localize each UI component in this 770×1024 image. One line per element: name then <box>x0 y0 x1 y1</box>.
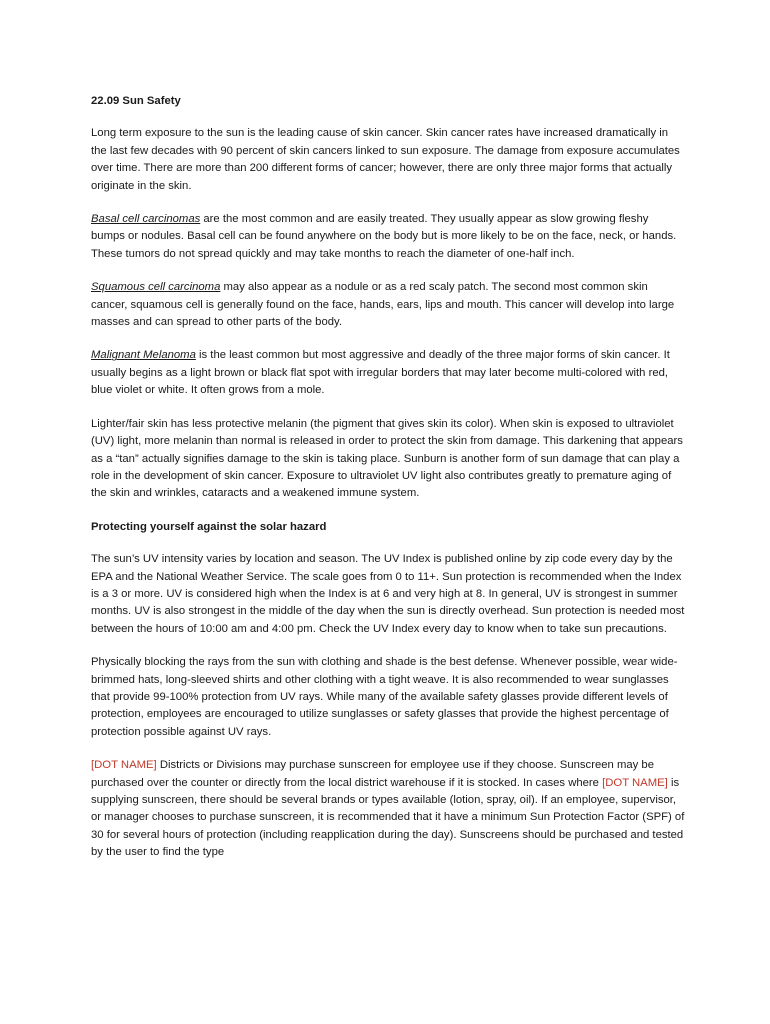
document-page <box>91 93 685 878</box>
sunscreen-text-1: Districts or Divisions may purchase sunscreen for employee use if they choose. Sunscreen may be purchased over the counter or directly from the local district warehouse if it is stocked. In cases where <box>91 759 654 789</box>
sunscreen-text-2: is supplying sunscreen, there should be several brands or types available (lotion, spray, oil). If an employee, supervisor, or manager chooses to purchase sunscreen, it is recommended that it have a minimum Sun Protection Factor (SPF) of 30 for several hours of protection (including reapplication during the day). Sunscreens should be purchased and tested by the user to find the type <box>91 776 685 859</box>
melanoma-term: Malignant Melanoma <box>91 349 196 362</box>
squamous-text: may also appear as a nodule or as a red scaly patch. The second most common skin cancer, squamous cell is generally found on the face, hands, ears, lips and mouth. This cancer will develop into large masses and can spread to other parts of the body. <box>91 281 675 329</box>
clothing-paragraph: Physically blocking the rays from the sun with clothing and shade is the best defense. Whenever possible, wear wide-brimmed hats, long-sleeved shirts and other clothing with a tight weave. It is also recommended to wear sunglasses that provide 99-100% protection from UV rays. While many of the available safety glasses provide different levels of protection, employees are encouraged to utilize sunglasses or safety glasses that provide the highest percentage of protection possible against UV rays. <box>91 656 678 738</box>
sunscreen-paragraph <box>91 757 685 861</box>
intro-paragraph: Long term exposure to the sun is the leading cause of skin cancer. Skin cancer rates have increased dramatically in the last few decades with 90 percent of skin cancers linked to sun exposure. The damage from exposure accumulates over time. There are more than 200 different forms of cancer; however, there are only three major forms that actually originate in the skin. <box>91 127 680 192</box>
dot-name-placeholder: [DOT NAME] <box>91 759 157 772</box>
section-title: 22.09 Sun Safety <box>91 95 181 107</box>
melanoma-paragraph <box>91 347 685 399</box>
squamous-paragraph <box>91 279 685 331</box>
squamous-term: Squamous cell carcinoma <box>91 281 221 294</box>
melanoma-text: is the least common but most aggressive and deadly of the three major forms of skin cancer. It usually begins as a light brown or black flat spot with irregular borders that may later become multi-colored with red, blue violet or white. It often grows from a mole. <box>91 349 670 397</box>
dot-name-placeholder: [DOT NAME] <box>602 776 668 789</box>
basal-term: Basal cell carcinomas <box>91 213 201 226</box>
basal-text: are the most common and are easily treated. They usually appear as slow growing fleshy bumps or nodules. Basal cell can be found anywhere on the body but is more likely to be on the face, neck, or hands. These tumors do not spread quickly and may take months to reach the diameter of one-half inch. <box>91 213 677 260</box>
protection-subheading: Protecting yourself against the solar hazard <box>91 520 327 533</box>
uv-index-paragraph: The sun’s UV intensity varies by location and season. The UV Index is published online by zip code every day by the EPA and the National Weather Service. The scale goes from 0 to 11+. Sun protection is recommended when the Index is a 3 or more. UV is considered high when the Index is at 6 and very high at 8. In general, UV is strongest in summer months. UV is also strongest in the middle of the day when the sun is directly overhead. Sun protection is needed most between the hours of 10:00 am and 4:00 pm. Check the UV Index every day to know when to take sun precautions. <box>91 553 685 635</box>
melanin-paragraph: Lighter/fair skin has less protective melanin (the pigment that gives skin its color). When skin is exposed to ultraviolet (UV) light, more melanin than normal is released in order to protect the skin from damage. This darkening that appears as a “tan” actually signifies damage to the skin is taking place. Sunburn is another form of sun damage that can play a role in the development of skin cancer. Exposure to ultraviolet UV light also contributes greatly to premature aging of the skin and wrinkles, cataracts and a weakened immune system. <box>91 417 683 500</box>
basal-paragraph <box>91 211 685 263</box>
